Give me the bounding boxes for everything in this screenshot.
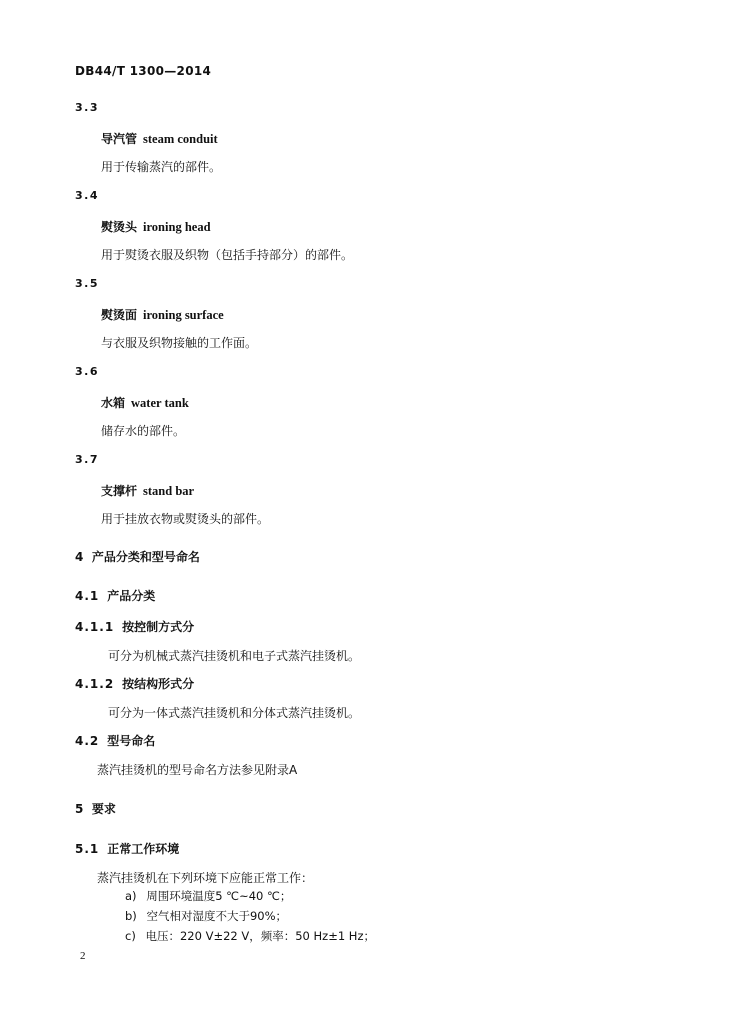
section-title: 按控制方式分: [122, 620, 195, 634]
term-cn: 支撑杆: [101, 484, 138, 498]
list-label: a): [125, 889, 137, 903]
section-title: 正常工作环境: [107, 842, 180, 856]
section-number: 4: [75, 550, 84, 564]
section-title: 型号命名: [107, 734, 156, 748]
section-number: 4.1: [75, 589, 100, 603]
list-item: [125, 888, 291, 904]
section-title: 按结构形式分: [122, 677, 195, 691]
term-en: stand bar: [143, 484, 195, 498]
section-number: 4.2: [75, 734, 100, 748]
term-title: [101, 482, 194, 499]
term-definition: 用于传输蒸汽的部件。: [101, 160, 222, 174]
paragraph: 可分为一体式蒸汽挂烫机和分体式蒸汽挂烫机。: [108, 706, 361, 720]
section-number: 5: [75, 802, 84, 816]
section-number: 4.1.1: [75, 620, 115, 634]
section-number: 4.1.2: [75, 677, 115, 691]
term-title: [101, 394, 189, 411]
subsection-heading: [75, 732, 155, 749]
list-label: b): [125, 909, 137, 923]
list-item: [125, 928, 375, 944]
term-definition: 与衣服及织物接触的工作面。: [101, 336, 258, 350]
term-definition: 储存水的部件。: [101, 424, 186, 438]
paragraph: 蒸汽挂烫机的型号命名方法参见附录A: [97, 763, 298, 777]
subsection-heading: [75, 840, 179, 857]
term-definition: 用于挂放衣物或熨烫头的部件。: [101, 512, 270, 526]
section-title: 产品分类和型号命名: [91, 550, 200, 564]
term-cn: 水箱: [101, 396, 126, 410]
term-cn: 熨烫面: [101, 308, 138, 322]
term-title: [101, 130, 218, 147]
subsubsection-heading: [75, 618, 194, 635]
subsubsection-heading: [75, 675, 194, 692]
list-item: [125, 908, 287, 924]
section-heading: [75, 548, 200, 565]
term-title: [101, 218, 211, 235]
paragraph: 可分为机械式蒸汽挂烫机和电子式蒸汽挂烫机。: [108, 649, 361, 663]
term-number: 3.4: [75, 189, 99, 202]
page-number: 2: [80, 950, 86, 962]
list-label: c): [125, 929, 136, 943]
term-title: [101, 306, 224, 323]
term-number: 3.5: [75, 277, 99, 290]
document-header: DB44/T 1300—2014: [75, 64, 212, 78]
paragraph: 蒸汽挂烫机在下列环境下应能正常工作：: [97, 871, 314, 885]
term-en: water tank: [131, 396, 189, 410]
term-number: 3.3: [75, 101, 99, 114]
term-definition: 用于熨烫衣服及织物（包括手持部分）的部件。: [101, 248, 354, 262]
term-en: steam conduit: [143, 132, 218, 146]
section-title: 要求: [91, 802, 116, 816]
list-text: 电压：220 V±22 V，频率：50 Hz±1 Hz；: [145, 929, 375, 943]
section-number: 5.1: [75, 842, 100, 856]
term-cn: 导汽管: [101, 132, 138, 146]
term-cn: 熨烫头: [101, 220, 138, 234]
subsection-heading: [75, 587, 155, 604]
section-heading: [75, 800, 116, 817]
term-number: 3.7: [75, 453, 99, 466]
term-number: 3.6: [75, 365, 99, 378]
term-en: ironing head: [143, 220, 211, 234]
term-en: ironing surface: [143, 308, 224, 322]
section-title: 产品分类: [107, 589, 156, 603]
list-text: 周围环境温度5 ℃~40 ℃；: [146, 889, 292, 903]
list-text: 空气相对湿度不大于90%；: [146, 909, 288, 923]
